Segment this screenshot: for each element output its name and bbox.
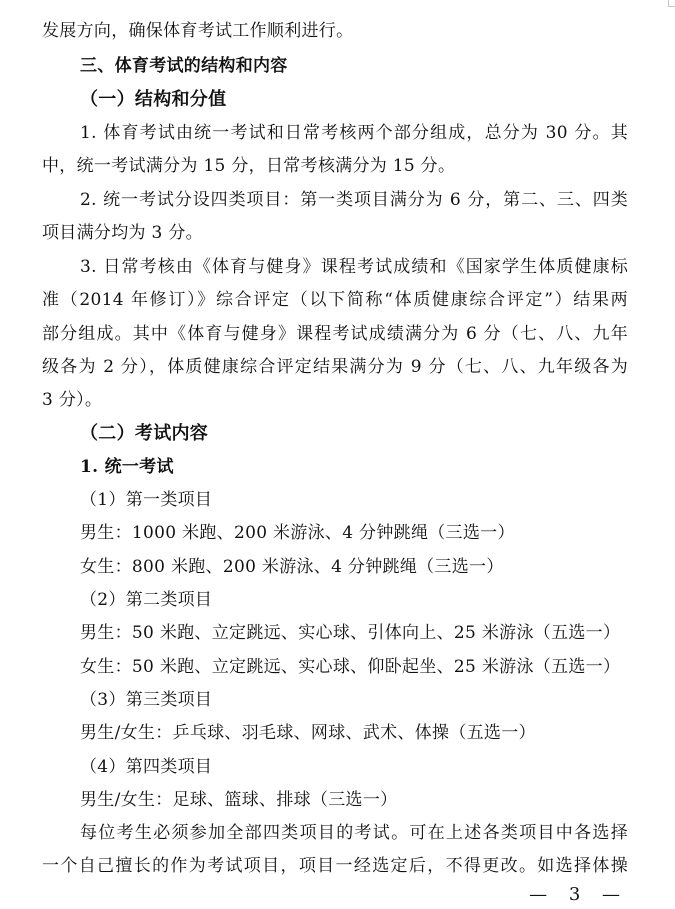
category-label: （4）第四类项目 — [80, 757, 213, 777]
paragraph-line: 3 分）。 — [42, 390, 103, 410]
paragraph-line: 男生：1000 米跑、200 米游泳、4 分钟跳绳（三选一） — [80, 523, 515, 543]
paragraph-line: 男生/女生：足球、篮球、排球（三选一） — [80, 790, 398, 810]
page-corner-mark — [668, 0, 675, 7]
paragraph-line: 准（2014 年修订）》综合评定（以下简称“体质健康综合评定”）结果两 — [42, 290, 628, 310]
category-label: （2）第二类项目 — [80, 590, 213, 610]
paragraph-line: 项目满分均为 3 分。 — [42, 223, 203, 243]
paragraph-line: 每位考生必须参加全部四类项目的考试。可在上述各类项目中各选择 — [80, 823, 628, 843]
page-number: — 3 — — [529, 884, 628, 905]
category-label: （1）第一类项目 — [80, 490, 213, 510]
paragraph-line: 2. 统一考试分设四类项目：第一类项目满分为 6 分，第二、三、四类 — [80, 190, 628, 210]
paragraph-line: 男生/女生：乒乓球、羽毛球、网球、武术、体操（五选一） — [80, 723, 536, 743]
item-heading: 1. 统一考试 — [80, 457, 174, 477]
paragraph-line: 部分组成。其中《体育与健身》课程考试成绩满分为 6 分（七、八、九年 — [42, 324, 628, 344]
subsection-heading: （二）考试内容 — [80, 423, 209, 444]
paragraph-line: 女生：50 米跑、立定跳远、实心球、仰卧起坐、25 米游泳（五选一） — [80, 657, 621, 677]
paragraph-line: 男生：50 米跑、立定跳远、实心球、引体向上、25 米游泳（五选一） — [80, 623, 621, 643]
paragraph-line: 发展方向，确保体育考试工作顺利进行。 — [42, 21, 354, 41]
subsection-heading: （一）结构和分值 — [80, 89, 227, 110]
paragraph-line: 女生：800 米跑、200 米游泳、4 分钟跳绳（三选一） — [80, 557, 504, 577]
paragraph-line: 级各为 2 分），体质健康综合评定结果满分为 9 分（七、八、九年级各为 — [42, 357, 628, 377]
paragraph-line: 一个自己擅长的作为考试项目，项目一经选定后，不得更改。如选择体操 — [42, 856, 628, 876]
paragraph-line: 3. 日常考核由《体育与健身》课程考试成绩和《国家学生体质健康标 — [80, 257, 628, 277]
section-heading: 三、体育考试的结构和内容 — [80, 56, 288, 76]
category-label: （3）第三类项目 — [80, 690, 213, 710]
paragraph-line: 1. 体育考试由统一考试和日常考核两个部分组成，总分为 30 分。其 — [80, 123, 628, 143]
paragraph-line: 中，统一考试满分为 15 分，日常考核满分为 15 分。 — [42, 156, 456, 176]
